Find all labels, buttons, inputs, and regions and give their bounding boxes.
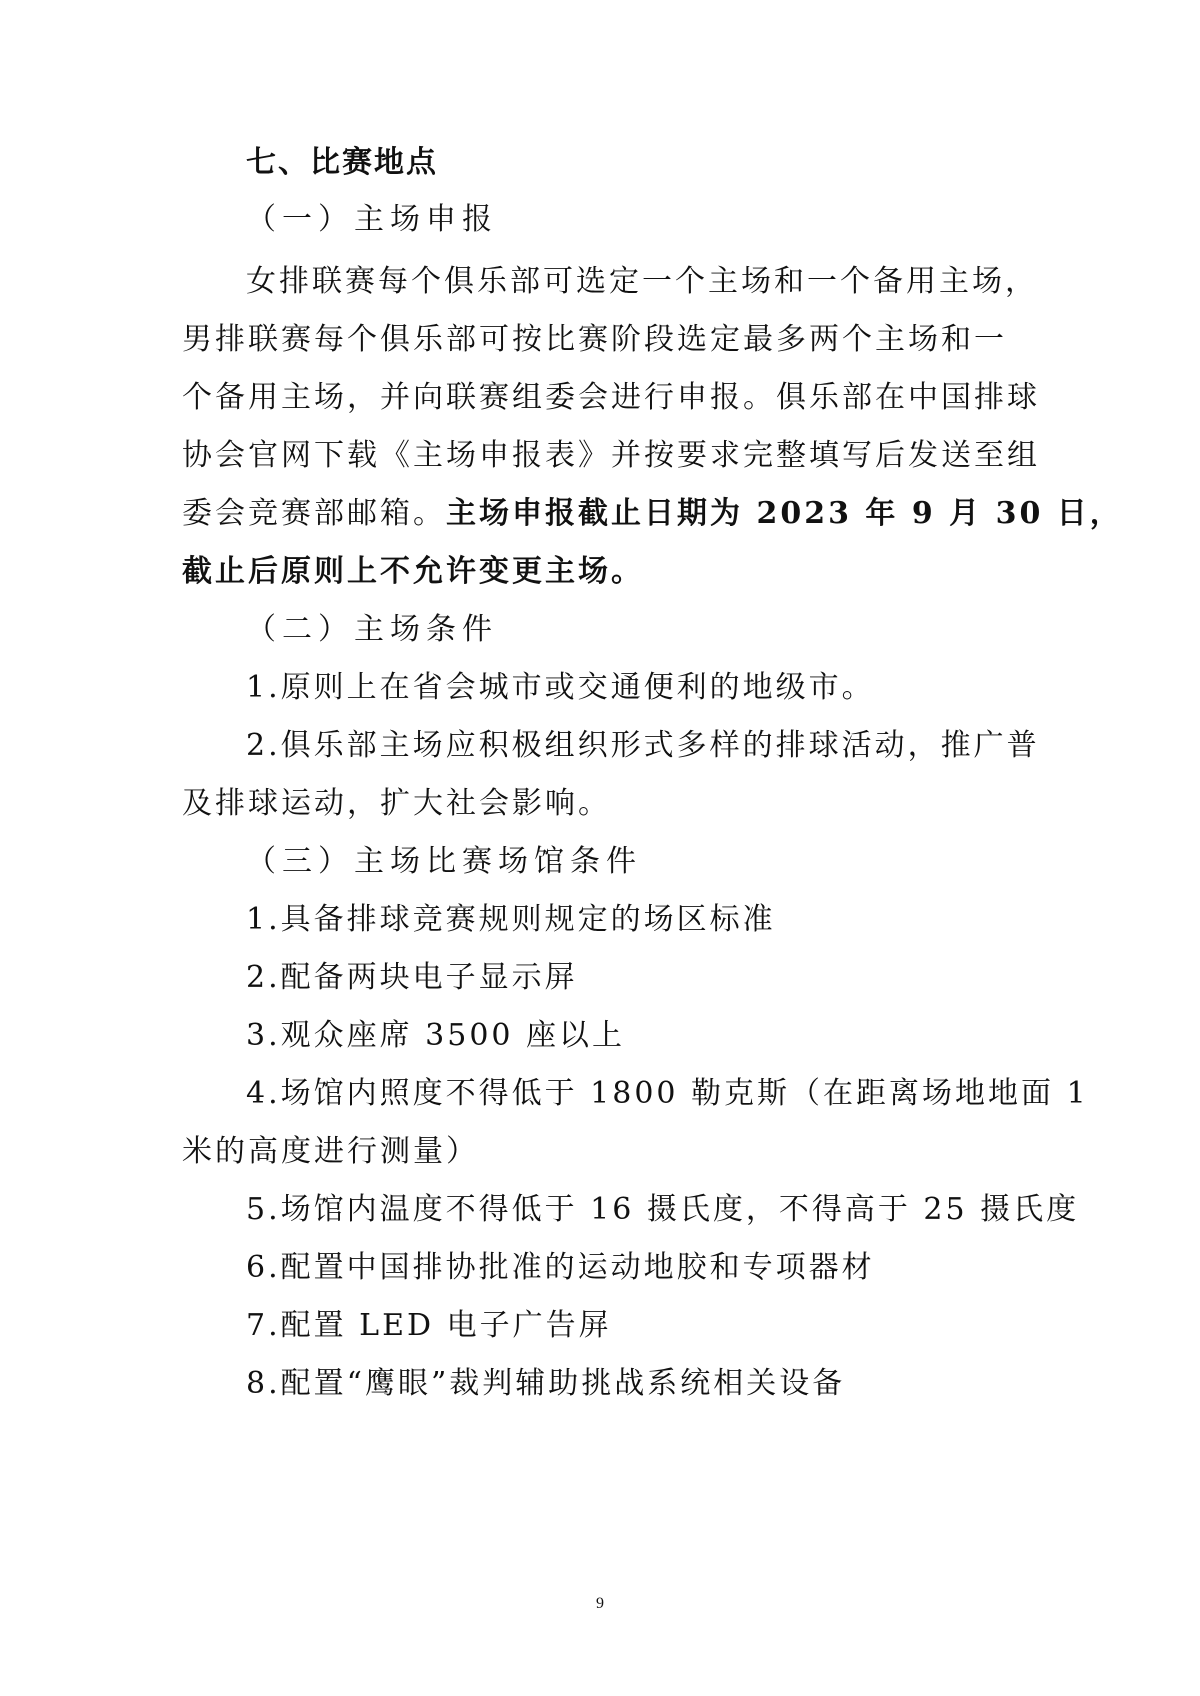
page-number: 9 [596,1595,604,1612]
list-item: 8.配置“鹰眼”裁判辅助挑战系统相关设备 [246,1366,846,1401]
deadline-note: 截止后原则上不允许变更主场。 [182,554,644,589]
list-item: 3.观众座席 3500 座以上 [246,1018,626,1053]
subsection-title-1: （一）主场申报 [246,202,498,237]
deadline-text: 主场申报截止日期为 2023 年 9 月 30 日， [446,496,1123,531]
paragraph-line [182,494,1123,534]
list-item: 2.配备两块电子显示屏 [246,960,578,995]
paragraph-line: 男排联赛每个俱乐部可按比赛阶段选定最多两个主场和一 [182,322,1007,357]
subsection-title-2: （二）主场条件 [246,612,498,647]
list-item-continuation: 米的高度进行测量） [182,1134,479,1169]
list-item: 5.场馆内温度不得低于 16 摄氏度，不得高于 25 摄氏度 [246,1192,1080,1227]
subsection-title-3: （三）主场比赛场馆条件 [246,844,642,879]
list-item: 1.具备排球竞赛规则规定的场区标准 [246,902,776,937]
paragraph-line: 女排联赛每个俱乐部可选定一个主场和一个备用主场， [246,264,1038,299]
list-item: 6.配置中国排协批准的运动地胶和专项器材 [246,1250,875,1285]
list-item: 4.场馆内照度不得低于 1800 勒克斯（在距离场地地面 1 [246,1076,1089,1111]
section-heading: 七、比赛地点 [246,145,438,180]
paragraph-line: 个备用主场，并向联赛组委会进行申报。俱乐部在中国排球 [182,380,1040,415]
list-item: 2.俱乐部主场应积极组织形式多样的排球活动，推广普 [246,728,1040,763]
paragraph-text: 委会竞赛部邮箱。 [182,496,446,531]
list-item-continuation: 及排球运动，扩大社会影响。 [182,786,611,821]
list-item: 1.原则上在省会城市或交通便利的地级市。 [246,670,875,705]
paragraph-line: 协会官网下载《主场申报表》并按要求完整填写后发送至组 [182,438,1040,473]
list-item: 7.配置 LED 电子广告屏 [246,1308,612,1343]
